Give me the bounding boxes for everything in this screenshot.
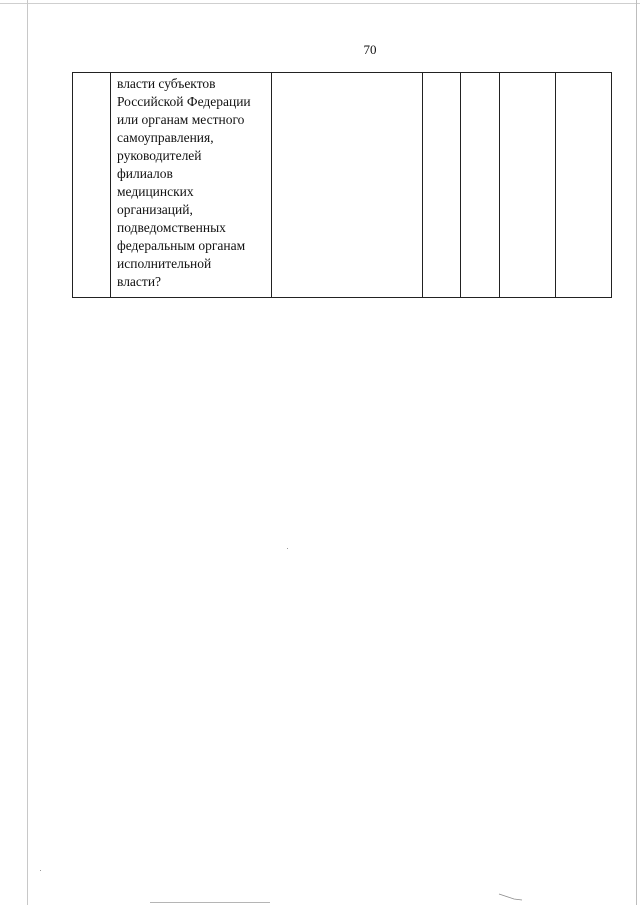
scan-bottom-mark <box>150 902 270 903</box>
scan-edge-left <box>27 0 28 905</box>
question-text: власти субъектов Российской Федерации или органам местного самоуправления, руководителей филиалов медицинских организаций, подведомственных федеральным органам исполнительной власти? <box>117 76 251 289</box>
cell-mark-3 <box>500 73 556 298</box>
scan-edge-top <box>0 3 640 4</box>
table-row <box>73 73 612 298</box>
cell-mark-2 <box>461 73 500 298</box>
cell-number <box>73 73 111 298</box>
continuation-table <box>72 72 612 298</box>
cell-mark-4 <box>556 73 612 298</box>
scan-scribble <box>498 893 526 901</box>
scan-speck <box>287 548 288 549</box>
scan-speck <box>40 870 41 871</box>
scan-edge-right <box>636 0 637 905</box>
cell-question <box>111 73 272 298</box>
cell-mark-1 <box>423 73 461 298</box>
cell-answer <box>272 73 423 298</box>
page-number: 70 <box>363 42 377 57</box>
